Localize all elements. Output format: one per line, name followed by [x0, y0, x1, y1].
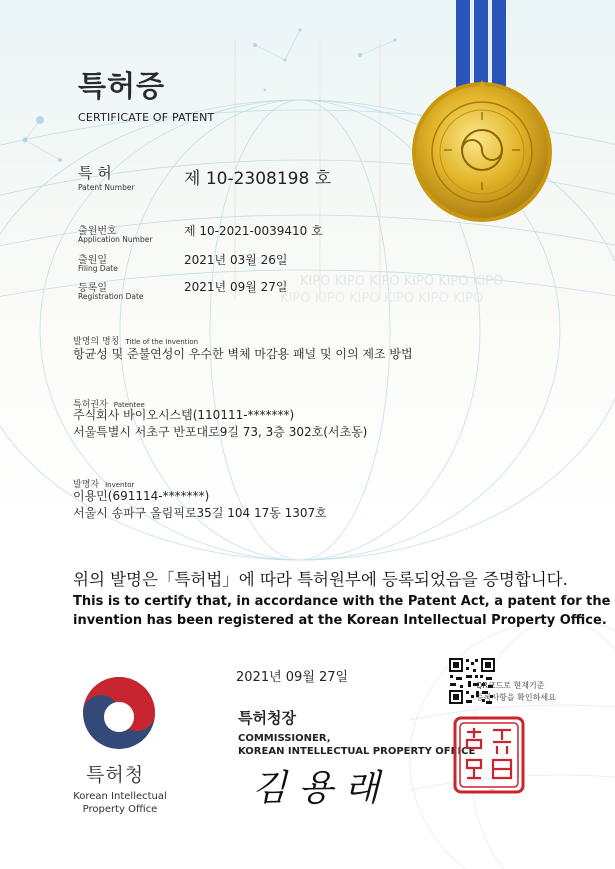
kipo-name-en-line2: Property Office [82, 804, 158, 815]
patent-number-label: 특 허 [78, 164, 112, 182]
patent-number-label-en: Patent Number [78, 183, 135, 192]
watermark-kipo-2: KIPO KIPO KIPO KIPO KIPO KIPO [280, 291, 484, 306]
patent-number-value: 제 10-2308198 호 [184, 169, 332, 189]
kipo-logo-icon [81, 675, 157, 751]
patentee-label-en: Patentee [113, 401, 145, 409]
commissioner-title-en [238, 732, 475, 758]
registration-date-label: 등록일 [78, 283, 107, 294]
filing-date-label: 출원일 [78, 255, 107, 266]
signature [250, 760, 390, 810]
inventor-label-ko: 발명자 [73, 480, 100, 490]
inventor-address: 서울시 송파구 올림픽로35길 104 17동 1307호 [73, 506, 327, 520]
kipo-name-ko: 특허청 [86, 764, 145, 786]
registration-date-value: 2021년 09월 27일 [184, 280, 288, 294]
qr-note [476, 680, 556, 704]
certificate-title: 특허증 [78, 69, 166, 103]
certificate-title-en: CERTIFICATE OF PATENT [78, 111, 215, 124]
patentee-label-ko: 특허권자 [73, 400, 108, 410]
declaration-en [73, 592, 610, 630]
patentee-name: 주식회사 바이오시스템(110111-*******) [73, 408, 295, 422]
kipo-name-en [64, 790, 176, 816]
patentee-address: 서울특별시 서초구 반포대로9길 73, 3층 302호(서초동) [73, 425, 368, 439]
invention-title-value: 항균성 및 준불연성이 우수한 벽체 마감용 패널 및 이의 제조 방법 [73, 347, 413, 361]
registration-date-label-en: Registration Date [78, 292, 144, 301]
invention-title-label-ko: 발명의 명칭 [73, 337, 120, 347]
commissioner-en-line2: KOREAN INTELLECTUAL PROPERTY OFFICE [238, 746, 476, 757]
filing-date-value: 2021년 03월 26일 [184, 253, 288, 267]
stamp-text: 특허청장의인 [489, 790, 495, 791]
signature-text: 김 용 래 [252, 768, 380, 809]
application-number-value: 제 10-2021-0039410 호 [184, 224, 323, 238]
invention-title-label-en: Title of the Invention [125, 338, 199, 346]
issue-date: 2021년 09월 27일 [236, 670, 349, 685]
commissioner-en-line1: COMMISSIONER, [238, 733, 331, 744]
watermark-kipo: KIPO KIPO KIPO KIPO KIPO KIPO [300, 274, 504, 289]
gold-seal [412, 80, 552, 222]
inventor-name: 이용민(691114-*******) [73, 489, 210, 503]
qr-note-line1: QR코드로 현재기준 [476, 681, 545, 690]
commissioner-title: 특허청장 [238, 709, 296, 727]
qr-note-line2: 등록사항을 확인하세요 [476, 693, 556, 702]
application-number-label-en: Application Number [78, 235, 153, 244]
declaration-en-line1: This is to certify that, in accordance with the Patent Act, a patent for the [73, 594, 611, 609]
official-stamp [453, 716, 525, 794]
inventor-label-en: Inventor [105, 481, 135, 489]
filing-date-label-en: Filing Date [78, 264, 118, 273]
application-number-label: 출원번호 [78, 226, 117, 237]
declaration-en-line2: invention has been registered at the Korean Intellectual Property Office. [73, 613, 607, 628]
kipo-name-en-line1: Korean Intellectual [73, 791, 167, 802]
declaration-ko: 위의 발명은「특허법」에 따라 특허원부에 등록되었음을 증명합니다. [73, 570, 568, 589]
